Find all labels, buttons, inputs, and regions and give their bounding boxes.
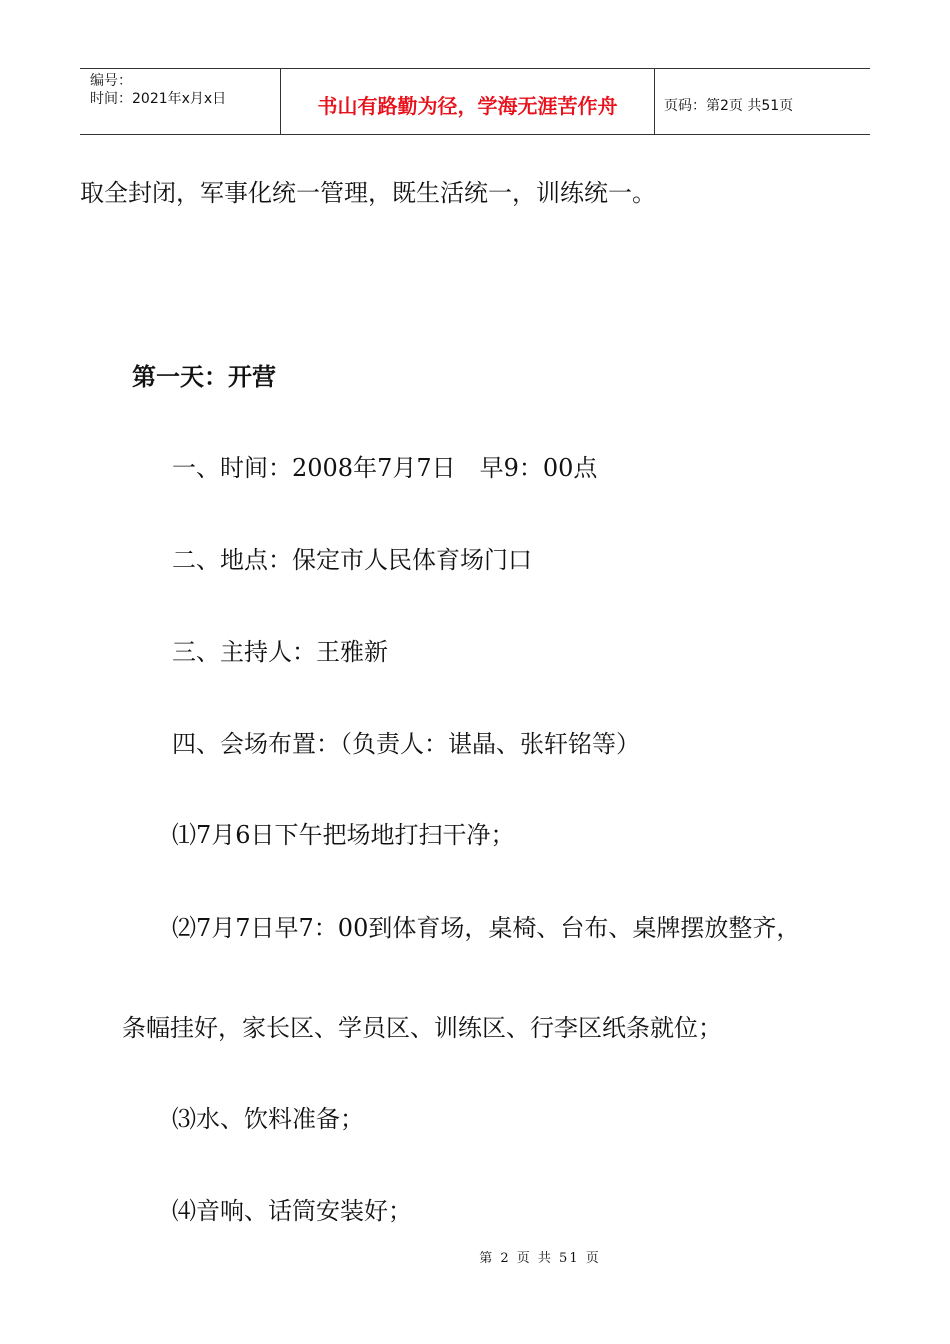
document-date: 时间：2021年x月x日 bbox=[90, 91, 227, 107]
header-motto: 书山有路勤为径，学海无涯苦作舟 bbox=[281, 69, 655, 134]
list-item-time: 一、时间：2008年7月7日 早9：00点 bbox=[172, 454, 598, 482]
page-footer: 第 2 页 共 51 页 bbox=[479, 1251, 601, 1266]
list-item-subitem-4: ⑷音响、话筒安装好； bbox=[172, 1197, 412, 1225]
list-item-subitem-1: ⑴7月6日下午把场地打扫干净； bbox=[172, 821, 515, 849]
list-item-location: 二、地点：保定市人民体育场门口 bbox=[172, 546, 532, 574]
list-item-host: 三、主持人：王雅新 bbox=[172, 638, 388, 666]
list-item-venue-setup: 四、会场布置：（负责人：谌晶、张轩铭等） bbox=[172, 730, 640, 758]
header-page-info: 页码：第2页 共51页 bbox=[664, 97, 794, 114]
list-item-subitem-2: ⑵7月7日早7：00到体育场，桌椅、台布、桌牌摆放整齐， bbox=[172, 914, 801, 942]
list-item-subitem-3: ⑶水、饮料准备； bbox=[172, 1105, 364, 1133]
continued-paragraph: 取全封闭，军事化统一管理，既生活统一，训练统一。 bbox=[80, 179, 656, 207]
document-header bbox=[80, 68, 870, 135]
header-meta-cell bbox=[80, 69, 281, 134]
section-heading: 第一天：开营 bbox=[132, 363, 276, 391]
list-item-subitem-2-continued: 条幅挂好，家长区、学员区、训练区、行李区纸条就位； bbox=[122, 1014, 722, 1042]
document-number-label: 编号： bbox=[90, 73, 132, 89]
